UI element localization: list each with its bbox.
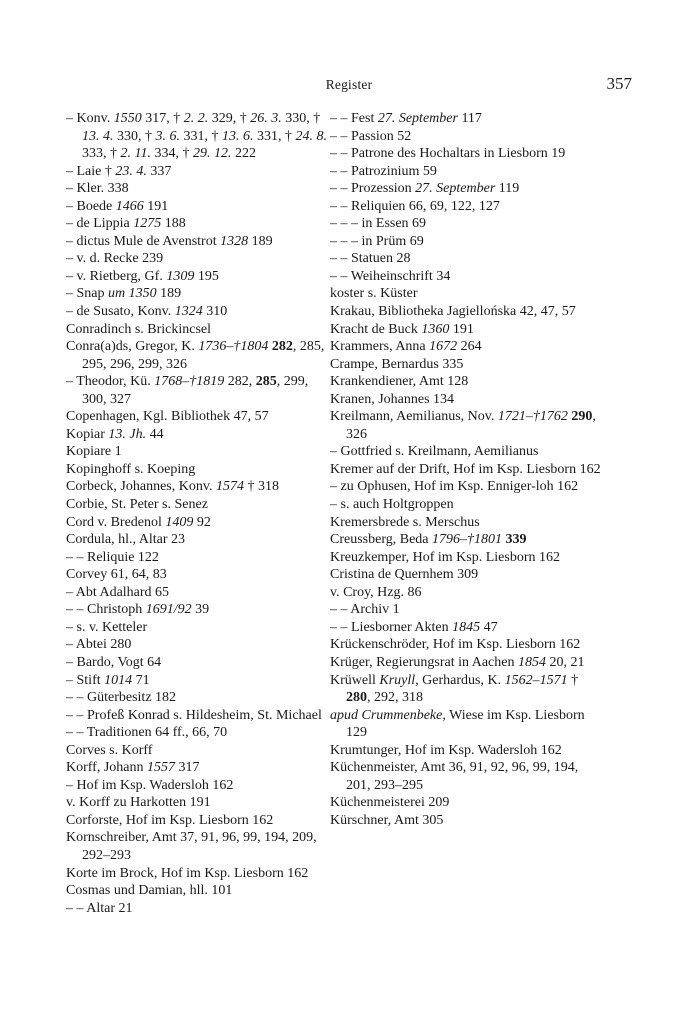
index-entry: Kranen, Johannes 134	[330, 391, 455, 407]
index-entry: Kopiar 13. Jh. 44	[66, 426, 164, 442]
index-entry: – – Archiv 1	[330, 602, 400, 618]
index-entry: – – – in Essen 69	[330, 216, 427, 232]
index-entry: Cosmas und Damian, hll. 101	[66, 883, 233, 899]
index-entry: Corvey 61, 64, 83	[66, 567, 167, 583]
index-entry: – – Fest 27. September 117	[330, 111, 482, 126]
index-column-left	[66, 110, 331, 917]
index-entry: – Theodor, Kü. 1768–†1819 282, 285, 299, 300, 327	[66, 374, 309, 407]
index-entry: – – Weiheinschrift 34	[330, 268, 451, 284]
index-entry: Cord v. Bredenol 1409 92	[66, 514, 211, 530]
index-entry: Cordula, hl., Altar 23	[66, 532, 185, 548]
index-entry: Krüger, Regierungsrat in Aachen 1854 20, 21	[330, 654, 585, 670]
index-entry: Krüwell Kruyll, Gerhardus, K. 1562–1571 † 280, 292, 318	[330, 672, 579, 706]
index-entry: Kornschreiber, Amt 37, 91, 96, 99, 194, 209, 292–293	[66, 830, 317, 863]
index-entry: Krammers, Anna 1672 264	[330, 339, 482, 355]
index-entry: v. Croy, Hzg. 86	[330, 584, 422, 600]
index-entry: Küchenmeister, Amt 36, 91, 92, 96, 99, 194, 201, 293–295	[330, 760, 579, 793]
index-entry: – – Liesborner Akten 1845 47	[330, 619, 498, 635]
index-entry: Conra(a)ds, Gregor, K. 1736–†1804 282, 285, 295, 296, 299, 326	[66, 339, 325, 372]
page-header	[66, 74, 632, 98]
index-entry: – Laie † 23. 4. 337	[66, 163, 172, 179]
index-entry: – Boede 1466 191	[66, 198, 169, 214]
index-entry: Kopinghoff s. Koeping	[66, 461, 196, 477]
index-entry: – – Prozession 27. September 119	[330, 181, 520, 197]
index-column-right	[330, 110, 602, 829]
index-entry: – – Profeß Konrad s. Hildesheim, St. Michael	[66, 707, 322, 723]
index-entry: Conradinch s. Brickincsel	[66, 321, 212, 337]
index-entry: – – Statuen 28	[330, 251, 411, 267]
index-entry: – – – in Prüm 69	[330, 233, 424, 249]
index-entry: – – Patrone des Hochaltars in Liesborn 19	[330, 146, 566, 162]
index-entry: – de Susato, Konv. 1324 310	[66, 304, 228, 320]
index-entry: v. Korff zu Harkotten 191	[66, 795, 211, 811]
index-entry: – Gottfried s. Kreilmann, Aemilianus	[330, 444, 539, 460]
index-entry: – dictus Mule de Avenstrot 1328 189	[66, 233, 273, 249]
index-entry: – – Traditionen 64 ff., 66, 70	[66, 725, 228, 741]
running-head: Register	[325, 77, 373, 92]
index-entry: Kürschner, Amt 305	[330, 812, 444, 828]
index-entry: koster s. Küster	[330, 286, 418, 302]
index-entry: – – Altar 21	[66, 900, 133, 916]
index-entry: Cristina de Quernhem 309	[330, 567, 479, 583]
index-entry: apud Crummenbeke, Wiese im Ksp. Liesborn 129	[330, 707, 585, 741]
index-entry: – zu Ophusen, Hof im Ksp. Enniger-loh 162	[330, 479, 579, 495]
index-entry: Corforste, Hof im Ksp. Liesborn 162	[66, 812, 274, 828]
index-entry: – Konv. 1550 317, † 2. 2. 329, † 26. 3. 330, † 13. 4. 330, † 3. 6. 331, † 13. 6. 331, † 24. 8. 333, † 2. 11. 334, † 29. 12. 222	[66, 111, 327, 162]
index-entry: Corves s. Korff	[66, 742, 153, 758]
index-entry: – – Reliquie 122	[66, 549, 159, 565]
index-entry: Creussberg, Beda 1796–†1801 339	[330, 532, 527, 548]
index-entry: Corbeck, Johannes, Konv. 1574 † 318	[66, 479, 279, 495]
index-entry: Kremer auf der Drift, Hof im Ksp. Liesborn 162	[330, 461, 601, 477]
index-entry: – – Güterbesitz 182	[66, 690, 177, 706]
index-entry: Korff, Johann 1557 317	[66, 760, 200, 776]
index-entry: – Abt Adalhard 65	[66, 584, 170, 600]
index-entry: Küchenmeisterei 209	[330, 795, 450, 811]
index-entry: – s. v. Ketteler	[66, 619, 148, 635]
index-entry: – Stift 1014 71	[66, 672, 150, 688]
index-entry: Krückenschröder, Hof im Ksp. Liesborn 162	[330, 637, 581, 653]
index-entry: Kopiare 1	[66, 444, 122, 460]
index-entry: Corbie, St. Peter s. Senez	[66, 497, 208, 513]
index-entry: – Kler. 338	[66, 181, 129, 197]
index-entry: Kreuzkemper, Hof im Ksp. Liesborn 162	[330, 549, 560, 565]
index-entry: Krakau, Bibliotheka Jagiellońska 42, 47, 57	[330, 304, 576, 320]
index-entry: – – Passion 52	[330, 128, 412, 144]
index-entry: – – Patrozinium 59	[330, 163, 437, 179]
index-entry: – Bardo, Vogt 64	[66, 654, 162, 670]
index-entry: – Abtei 280	[66, 637, 132, 653]
index-entry: Korte im Brock, Hof im Ksp. Liesborn 162	[66, 865, 309, 881]
index-entry: – – Christoph 1691/92 39	[66, 602, 210, 618]
index-entry: – v. d. Recke 239	[66, 251, 164, 267]
index-entry: Copenhagen, Kgl. Bibliothek 47, 57	[66, 409, 269, 425]
index-entry: Krumtunger, Hof im Ksp. Wadersloh 162	[330, 742, 562, 758]
index-entry: – de Lippia 1275 188	[66, 216, 186, 232]
index-entry: Krankendiener, Amt 128	[330, 374, 469, 390]
index-entry: – – Reliquien 66, 69, 122, 127	[330, 198, 500, 214]
index-entry: Kreilmann, Aemilianus, Nov. 1721–†1762 290, 326	[330, 409, 596, 442]
page-number: 357	[606, 74, 632, 93]
index-entry: – Hof im Ksp. Wadersloh 162	[66, 777, 234, 793]
index-entry: – s. auch Holtgroppen	[330, 497, 454, 513]
index-entry: – Snap um 1350 189	[66, 286, 182, 302]
index-entry: – v. Rietberg, Gf. 1309 195	[66, 268, 219, 284]
index-entry: Crampe, Bernardus 335	[330, 356, 464, 372]
index-entry: Kracht de Buck 1360 191	[330, 321, 474, 337]
index-entry: Kremersbrede s. Merschus	[330, 514, 480, 530]
